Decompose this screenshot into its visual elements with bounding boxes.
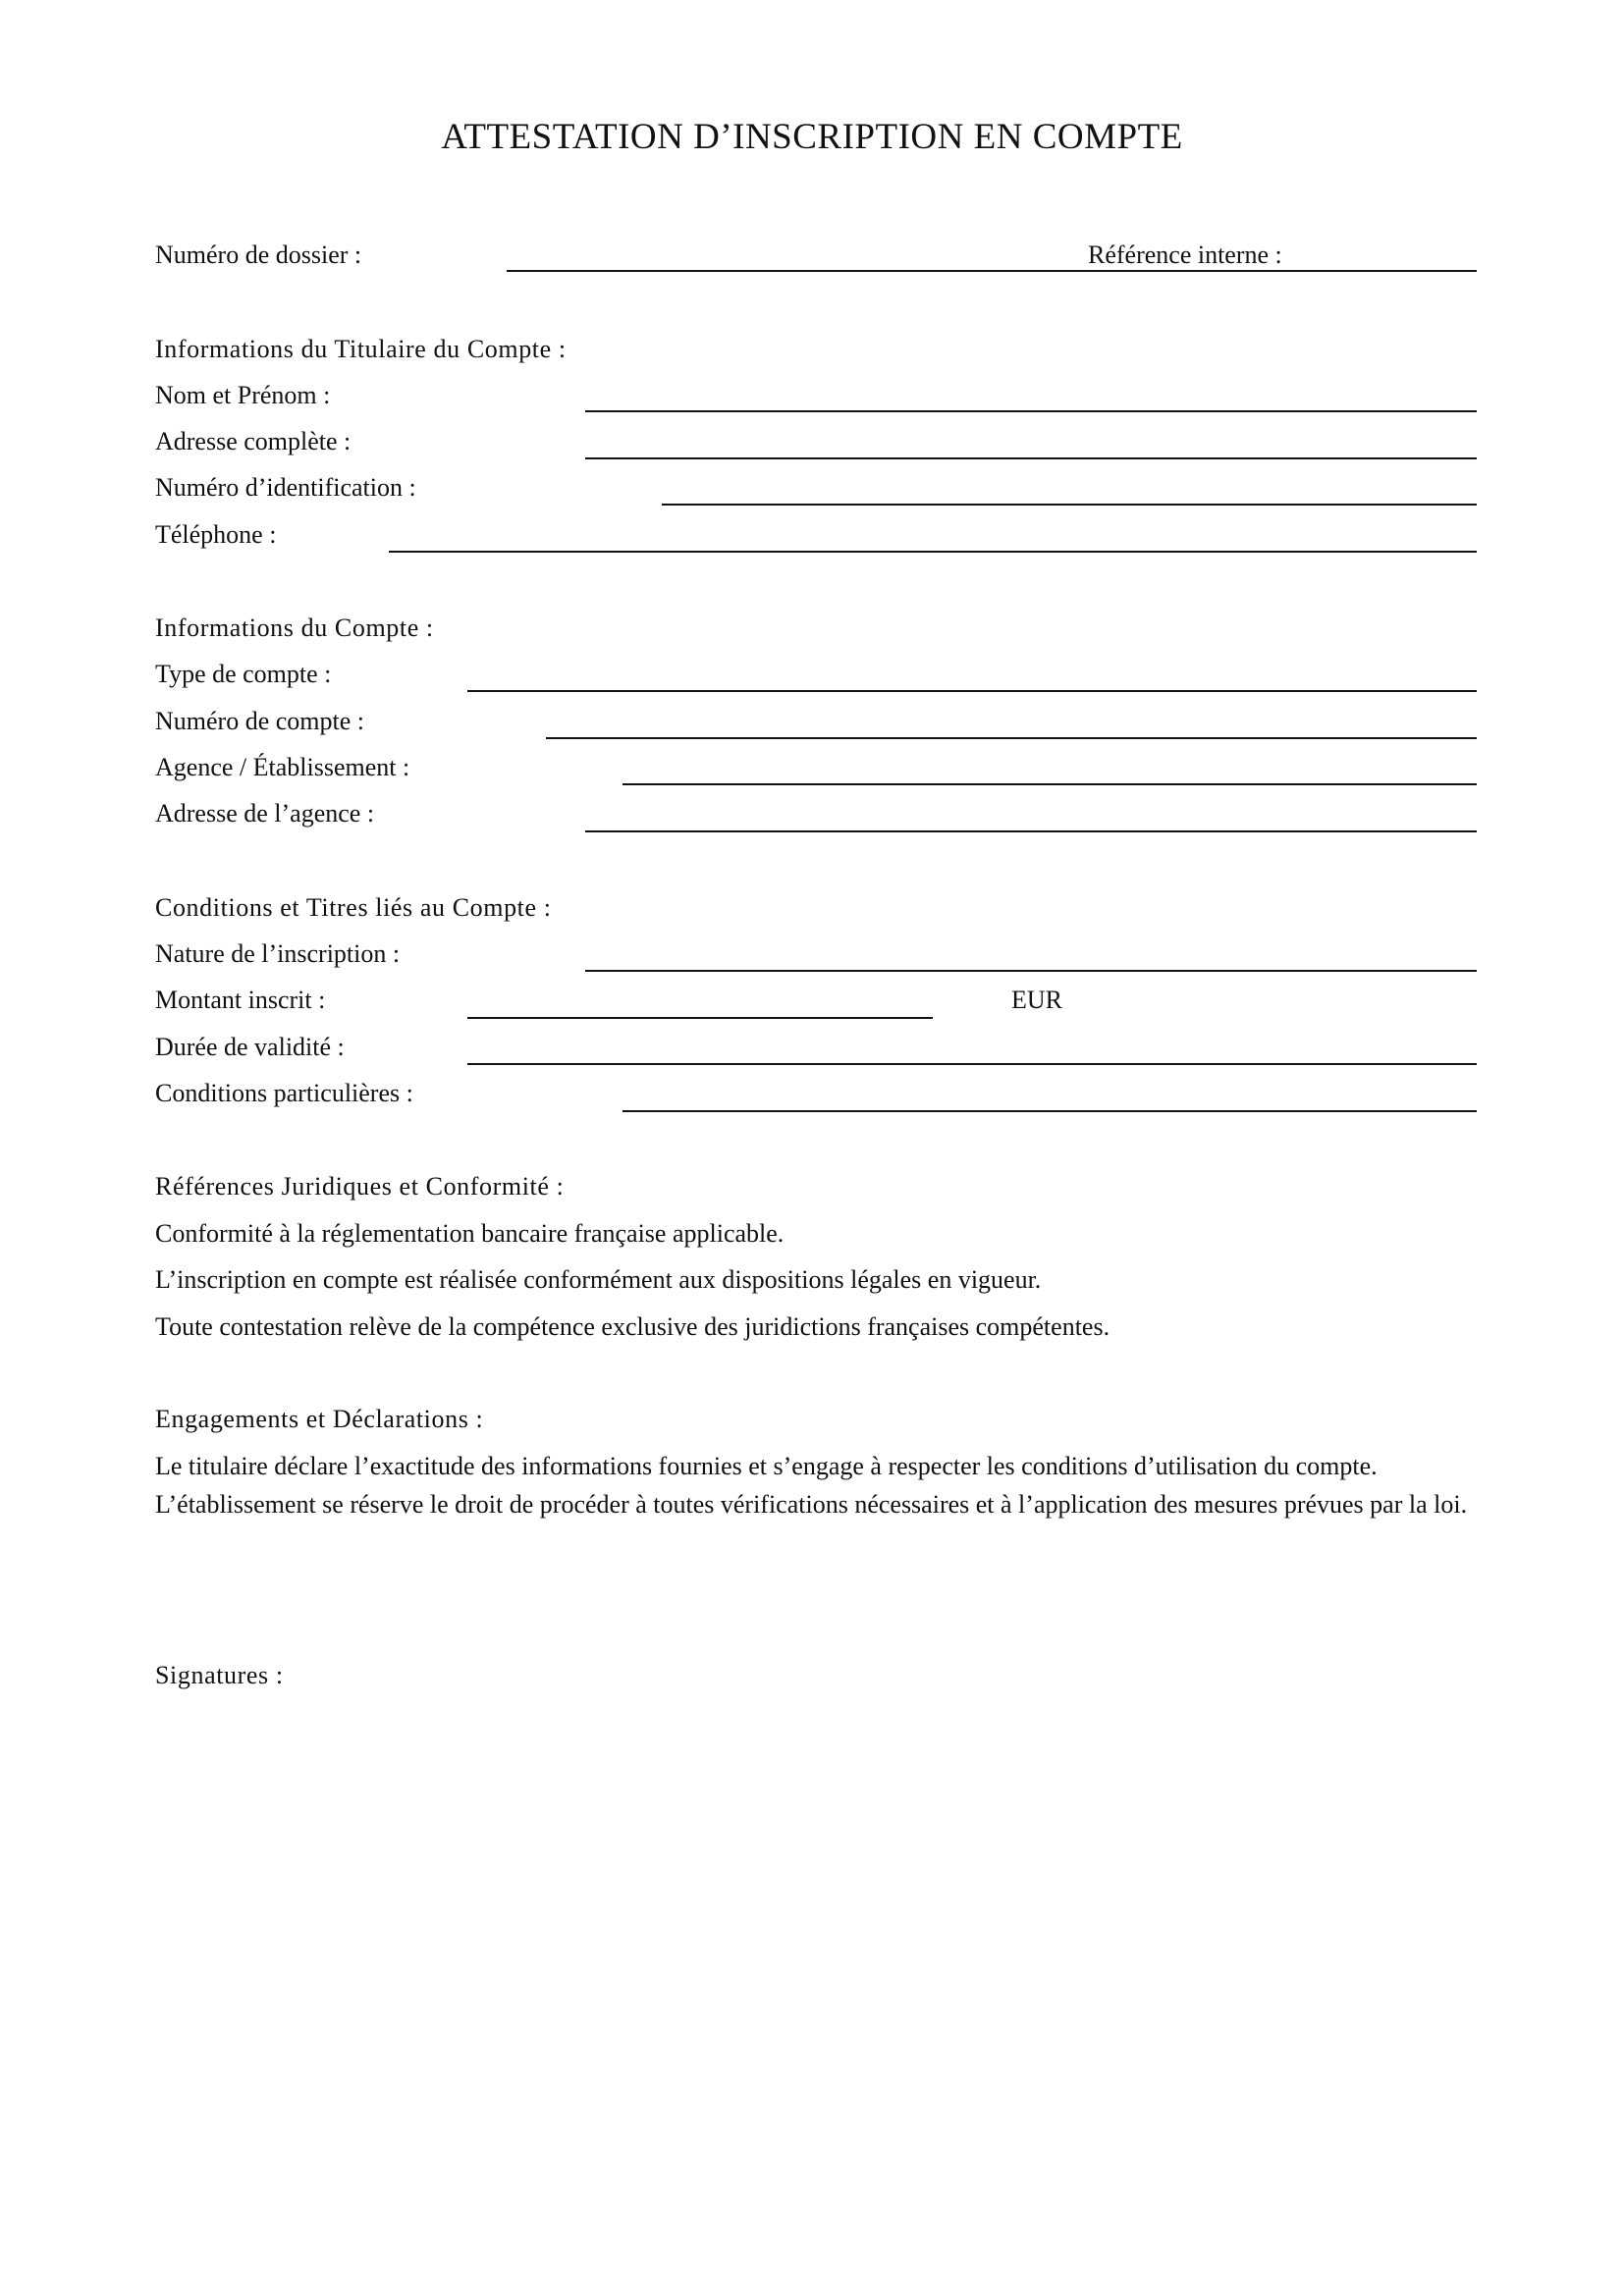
legal-line: Toute contestation relève de la compétence exclusive des juridictions françaises compétentes.: [155, 1312, 1110, 1341]
document-title: ATTESTATION D’INSCRIPTION EN COMPTE: [441, 117, 1183, 157]
branch-address-field[interactable]: [585, 830, 1477, 832]
account-section-heading: Informations du Compte :: [155, 614, 434, 642]
legal-section-heading: Références Juridiques et Conformité :: [155, 1172, 565, 1201]
file-number-label: Numéro de dossier :: [155, 240, 362, 269]
account-type-field[interactable]: [467, 690, 1477, 692]
field-label-branch: Agence / Établissement :: [155, 753, 410, 781]
field-label-registration-nature: Nature de l’inscription :: [155, 939, 401, 968]
field-label-validity: Durée de validité :: [155, 1033, 345, 1061]
full-name-field[interactable]: [585, 410, 1477, 412]
commitments-section-heading: Engagements et Déclarations :: [155, 1405, 484, 1433]
internal-reference-field[interactable]: [998, 270, 1477, 272]
commitments-paragraph: Le titulaire déclare l’exactitude des informations fournies et s’engage à respecter les conditions d’utilisation du compte. L’établissement se réserve le droit de procéder à toutes vérifications nécessaires et à l’application des mesures prévues par la loi.: [155, 1452, 1468, 1519]
id-number-field[interactable]: [662, 504, 1477, 506]
field-label-amount: Montant inscrit :: [155, 986, 326, 1014]
field-label-account-number: Numéro de compte :: [155, 707, 364, 735]
registration-nature-field[interactable]: [585, 970, 1477, 972]
currency-label: EUR: [1011, 986, 1062, 1014]
field-label-special-conditions: Conditions particulières :: [155, 1079, 413, 1107]
internal-reference-label: Référence interne :: [1088, 240, 1282, 269]
legal-line: L’inscription en compte est réalisée conformément aux dispositions légales en vigueur.: [155, 1265, 1042, 1294]
legal-line: Conformité à la réglementation bancaire française applicable.: [155, 1219, 785, 1248]
field-label-branch-address: Adresse de l’agence :: [155, 799, 375, 828]
file-number-field[interactable]: [507, 270, 998, 272]
holder-section-heading: Informations du Titulaire du Compte :: [155, 335, 567, 363]
field-label-id-number: Numéro d’identification :: [155, 473, 416, 502]
account-number-field[interactable]: [546, 737, 1477, 739]
phone-field[interactable]: [389, 551, 1477, 553]
signatures-heading: Signatures :: [155, 1661, 284, 1689]
field-label-account-type: Type de compte :: [155, 660, 332, 688]
field-label-full-address: Adresse complète :: [155, 427, 352, 455]
conditions-section-heading: Conditions et Titres liés au Compte :: [155, 893, 552, 922]
branch-field[interactable]: [623, 783, 1477, 785]
amount-field[interactable]: [467, 1017, 933, 1019]
field-label-phone: Téléphone :: [155, 520, 277, 549]
full-address-field[interactable]: [585, 457, 1477, 459]
validity-field[interactable]: [467, 1063, 1477, 1065]
special-conditions-field[interactable]: [623, 1110, 1477, 1112]
field-label-full-name: Nom et Prénom :: [155, 381, 331, 409]
